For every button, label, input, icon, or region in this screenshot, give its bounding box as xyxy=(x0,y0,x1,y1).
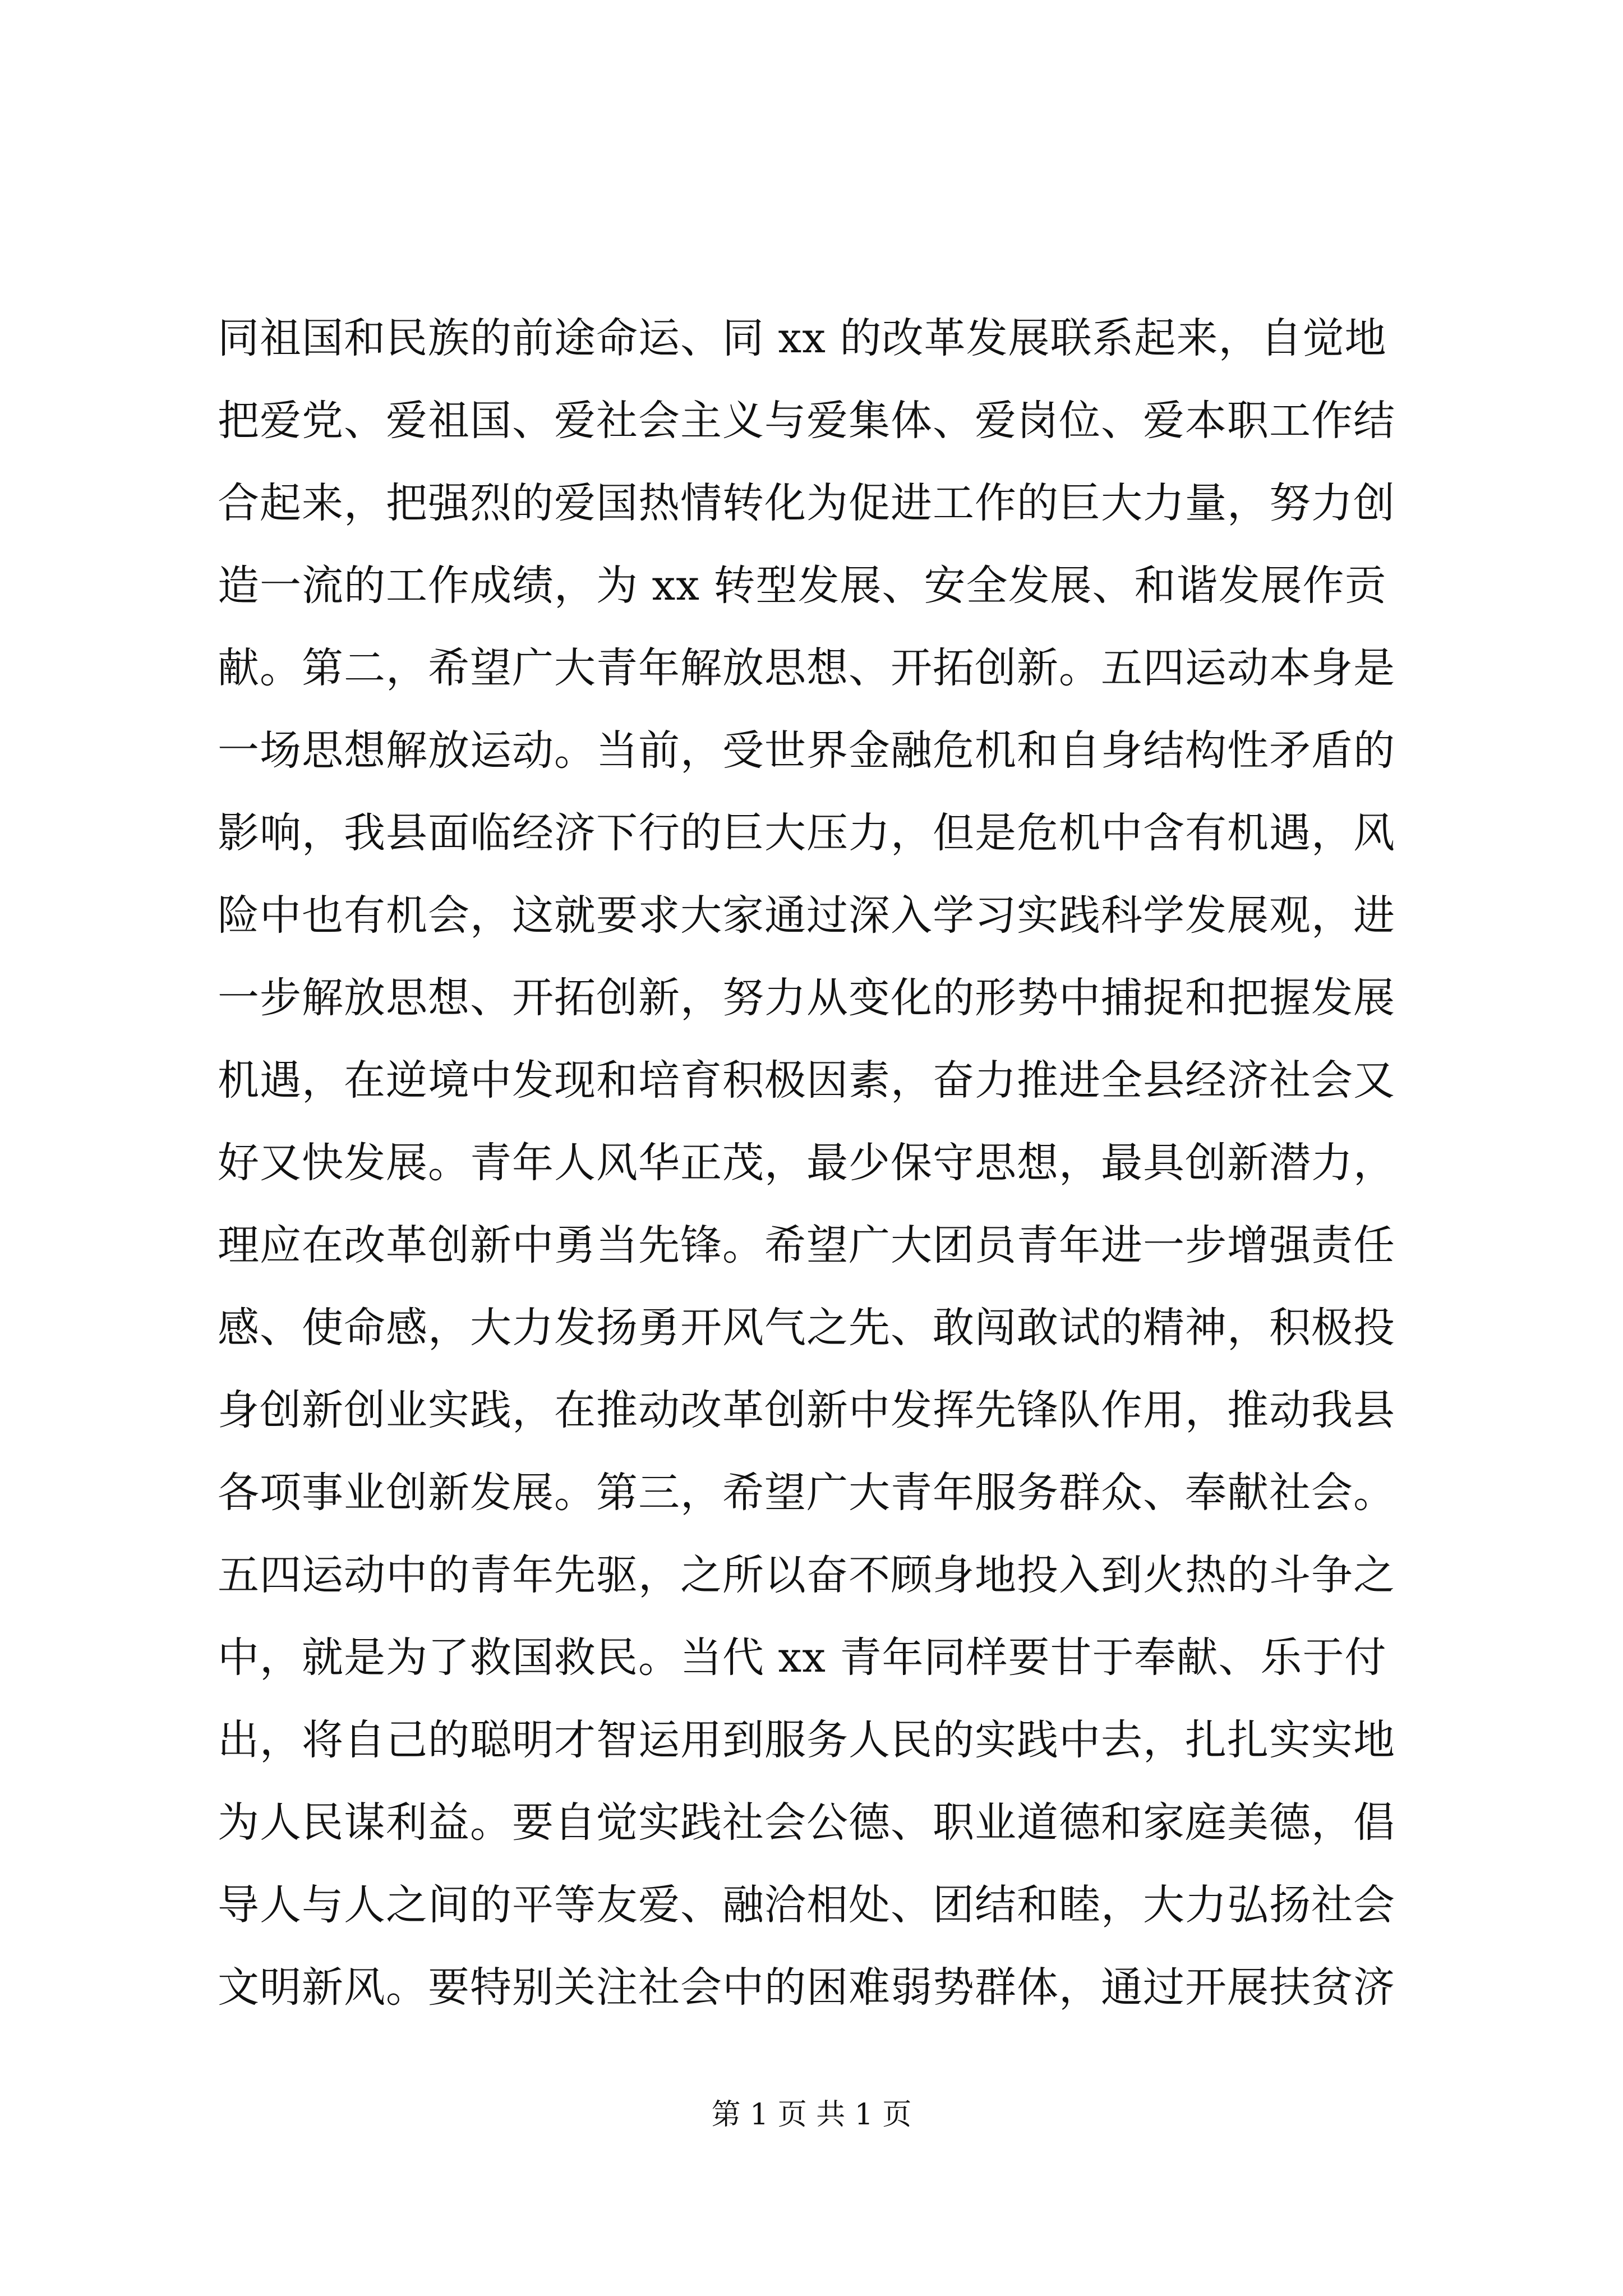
text-line: 献。第二，希望广大青年解放思想、开拓创新。五四运动本身是 xyxy=(218,644,1395,692)
text-line: 出，将自己的聪明才智运用到服务人民的实践中去，扎扎实实地 xyxy=(218,1716,1395,1764)
text-line: 各项事业创新发展。第三，希望广大青年服务群众、奉献社会。 xyxy=(218,1469,1395,1517)
text-line: 险中也有机会，这就要求大家通过深入学习实践科学发展观，进 xyxy=(218,891,1395,940)
text-line: 同祖国和民族的前途命运、同 xx 的改革发展联系起来，自觉地 xyxy=(218,314,1387,362)
text-line: 一步解放思想、开拓创新，努力从变化的形势中捕捉和把握发展 xyxy=(218,974,1395,1022)
text-line: 造一流的工作成绩，为 xx 转型发展、安全发展、和谐发展作贡 xyxy=(218,562,1387,610)
text-line: 把爱党、爱祖国、爱社会主义与爱集体、爱岗位、爱本职工作结 xyxy=(218,397,1395,445)
page-footer xyxy=(0,2092,1623,2137)
text-line: 机遇，在逆境中发现和培育积极因素，奋力推进全县经济社会又 xyxy=(218,1056,1395,1105)
text-line: 身创新创业实践，在推动改革创新中发挥先锋队作用，推动我县 xyxy=(218,1386,1395,1434)
text-line: 文明新风。要特别关注社会中的困难弱势群体，通过开展扶贫济 xyxy=(218,1963,1395,2012)
text-line: 影响，我县面临经济下行的巨大压力，但是危机中含有机遇，风 xyxy=(218,809,1395,857)
text-line: 一场思想解放运动。当前，受世界金融危机和自身结构性矛盾的 xyxy=(218,726,1395,775)
text-line: 中，就是为了救国救民。当代 xx 青年同样要甘于奉献、乐于付 xyxy=(218,1634,1387,1682)
text-line: 好又快发展。青年人风华正茂，最少保守思想，最具创新潜力， xyxy=(218,1139,1395,1187)
text-line: 理应在改革创新中勇当先锋。希望广大团员青年进一步增强责任 xyxy=(218,1221,1395,1269)
page-number-label: 第 1 页 共 1 页 xyxy=(711,2098,912,2132)
text-line: 为人民谋利益。要自觉实践社会公德、职业道德和家庭美德，倡 xyxy=(218,1798,1395,1847)
text-line: 合起来，把强烈的爱国热情转化为促进工作的巨大力量，努力创 xyxy=(218,479,1395,527)
body-text xyxy=(218,297,1423,2029)
text-line: 感、使命感，大力发扬勇开风气之先、敢闯敢试的精神，积极投 xyxy=(218,1304,1395,1352)
text-line: 导人与人之间的平等友爱、融洽相处、团结和睦，大力弘扬社会 xyxy=(218,1881,1395,1929)
text-line: 五四运动中的青年先驱，之所以奋不顾身地投入到火热的斗争之 xyxy=(218,1551,1395,1599)
